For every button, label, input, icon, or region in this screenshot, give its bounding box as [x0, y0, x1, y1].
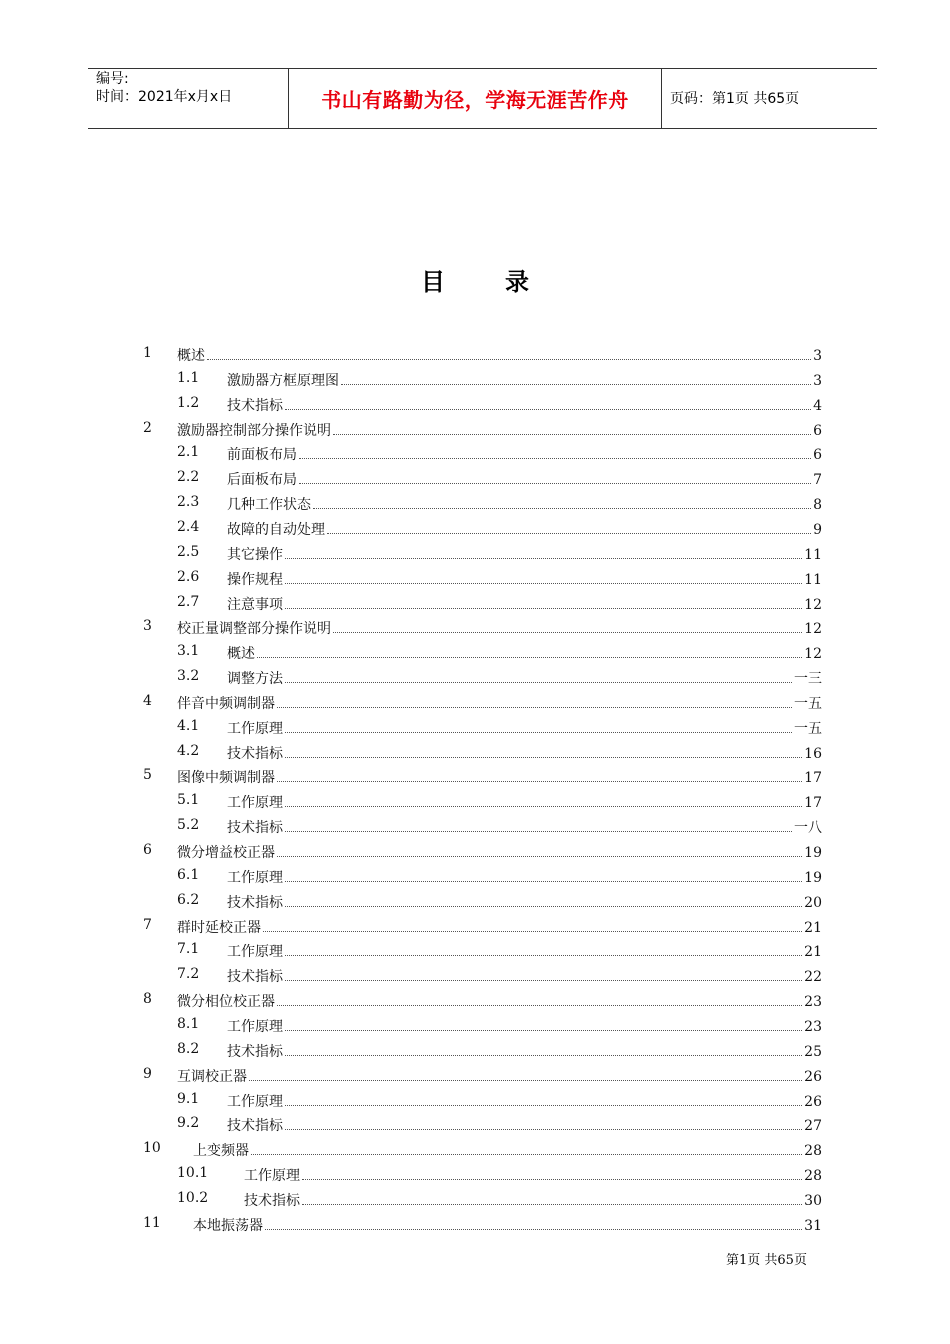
toc-entry-number: 5.1 — [177, 792, 200, 809]
toc-dot-leader — [277, 706, 792, 708]
toc-dot-leader — [285, 756, 802, 758]
toc-entry-line — [227, 395, 822, 415]
toc-entry-page: 3 — [813, 372, 822, 389]
toc-entry-line — [227, 1091, 822, 1111]
toc-entry[interactable] — [0, 465, 950, 489]
toc-entry-title: 注意事项 — [227, 596, 283, 613]
toc-entry-title: 工作原理 — [227, 720, 283, 737]
toc-entry-number: 6.1 — [177, 866, 200, 883]
toc-dot-leader — [285, 681, 792, 683]
toc-entry[interactable] — [0, 937, 950, 961]
toc-dot-leader — [285, 979, 802, 981]
toc-entry-title: 微分相位校正器 — [177, 994, 275, 1011]
toc-entry-number: 2.5 — [177, 543, 200, 560]
toc-entry[interactable] — [0, 664, 950, 688]
toc-entry-page: 22 — [804, 969, 822, 986]
toc-entry-line — [227, 718, 822, 738]
toc-entry-page: 17 — [804, 795, 822, 812]
toc-entry-line — [227, 966, 822, 986]
toc-entry[interactable] — [0, 416, 950, 440]
toc-entry-title: 操作规程 — [227, 571, 283, 588]
toc-dot-leader — [285, 582, 802, 584]
toc-entry-line — [227, 941, 822, 961]
toc-entry-title: 工作原理 — [244, 1168, 300, 1185]
toc-dot-leader — [285, 880, 802, 882]
toc-dot-leader — [285, 954, 802, 956]
toc-entry-page: 25 — [804, 1043, 822, 1060]
toc-entry-title: 本地振荡器 — [193, 1217, 263, 1234]
toc-dot-leader — [302, 1178, 802, 1180]
toc-entry-title: 群时延校正器 — [177, 919, 261, 936]
toc-dot-leader — [277, 780, 802, 782]
toc-entry-title: 技术指标 — [227, 745, 283, 762]
toc-dot-leader — [285, 1104, 802, 1106]
toc-dot-leader — [251, 1153, 802, 1155]
toc-entry[interactable] — [0, 639, 950, 663]
toc-entry-number: 2.7 — [177, 593, 200, 610]
toc-entry-line — [227, 743, 822, 763]
toc-entry-page: 6 — [813, 447, 822, 464]
toc-entry-title: 技术指标 — [227, 969, 283, 986]
toc-entry-number: 3.1 — [177, 643, 200, 660]
toc-entry[interactable] — [0, 391, 950, 415]
toc-entry-line — [244, 1165, 822, 1185]
toc-entry-title: 激励器控制部分操作说明 — [177, 422, 331, 439]
toc-dot-leader — [277, 1004, 802, 1006]
toc-entry-number: 9 — [143, 1065, 152, 1082]
toc-dot-leader — [333, 631, 802, 633]
toc-dot-leader — [285, 1054, 802, 1056]
toc-entry[interactable] — [0, 1211, 950, 1235]
toc-entry-number: 9.1 — [177, 1090, 200, 1107]
toc-entry[interactable] — [0, 440, 950, 464]
toc-entry[interactable] — [0, 987, 950, 1011]
toc-entry-title: 故障的自动处理 — [227, 521, 325, 538]
toc-entry-line — [177, 693, 822, 713]
toc-entry-number: 10.1 — [177, 1165, 209, 1182]
header-divider-right — [661, 68, 662, 129]
toc-entry-title: 工作原理 — [227, 1093, 283, 1110]
toc-entry[interactable] — [0, 838, 950, 862]
toc-entry-number: 7.2 — [177, 966, 200, 983]
toc-entry-line — [227, 1041, 822, 1061]
toc-entry-number: 6.2 — [177, 891, 200, 908]
toc-entry-title: 工作原理 — [227, 795, 283, 812]
toc-dot-leader — [285, 805, 802, 807]
toc-entry-page: 12 — [804, 646, 822, 663]
toc-entry-title: 技术指标 — [227, 1118, 283, 1135]
toc-entry-number: 8.1 — [177, 1015, 200, 1032]
toc-entry-title: 伴音中频调制器 — [177, 695, 275, 712]
toc-entry[interactable] — [0, 490, 950, 514]
toc-entry[interactable] — [0, 763, 950, 787]
page-footer: 第1页 共65页 — [726, 1253, 807, 1268]
toc-entry-line — [227, 1115, 822, 1135]
toc-entry-number: 1.2 — [177, 394, 200, 411]
toc-entry-title: 概述 — [177, 348, 205, 364]
toc-entry[interactable] — [0, 1111, 950, 1135]
toc-entry-title: 技术指标 — [227, 397, 283, 414]
toc-dot-leader — [285, 731, 792, 733]
toc-entry-title: 校正量调整部分操作说明 — [177, 621, 331, 638]
toc-entry-number: 2.4 — [177, 518, 200, 535]
toc-entry-line — [227, 544, 822, 564]
toc-entry-page: 31 — [804, 1217, 822, 1234]
toc-entry-line — [177, 618, 822, 638]
toc-entry[interactable] — [0, 1161, 950, 1185]
toc-entry-title: 后面板布局 — [227, 472, 297, 489]
toc-entry-number: 10 — [143, 1140, 161, 1157]
toc-entry-number: 5.2 — [177, 817, 200, 834]
toc-entry[interactable] — [0, 565, 950, 589]
toc-entry-number: 2 — [143, 419, 152, 436]
toc-entry-page: 一八 — [794, 820, 822, 837]
toc-entry-page: 20 — [804, 894, 822, 911]
toc-dot-leader — [285, 1029, 802, 1031]
toc-entry[interactable] — [0, 614, 950, 638]
toc-entry-number: 10.2 — [177, 1189, 209, 1206]
toc-entry-page: 17 — [804, 770, 822, 787]
toc-entry-title: 图像中频调制器 — [177, 770, 275, 787]
toc-entry-number: 2.2 — [177, 469, 200, 486]
toc-dot-leader — [207, 358, 811, 360]
toc-dot-leader — [285, 408, 811, 410]
toc-entry-title: 技术指标 — [244, 1192, 300, 1209]
toc-entry-line — [227, 469, 822, 489]
toc-entry[interactable] — [0, 1136, 950, 1160]
toc-entry-number: 11 — [143, 1214, 161, 1231]
toc-entry-line — [227, 1016, 822, 1036]
toc-entry-line — [227, 370, 822, 390]
toc-entry-page: 26 — [804, 1068, 822, 1085]
toc-entry-page: 21 — [804, 944, 822, 961]
header-top-rule — [88, 68, 877, 69]
toc-entry-title: 上变频器 — [193, 1143, 249, 1160]
header-code-label: 编号: — [96, 71, 129, 87]
toc-entry-page: 6 — [813, 422, 822, 439]
toc-entry[interactable] — [0, 813, 950, 837]
page-title: 目录 — [421, 267, 589, 296]
toc-entry-title: 工作原理 — [227, 1018, 283, 1035]
toc-entry-page: 9 — [813, 521, 822, 538]
toc-entry-number: 8.2 — [177, 1040, 200, 1057]
toc-entry-page: 23 — [804, 994, 822, 1011]
toc-entry-title: 技术指标 — [227, 894, 283, 911]
toc-entry-line — [177, 767, 822, 787]
header-meta — [96, 70, 232, 106]
toc-entry-line — [227, 792, 822, 812]
toc-entry-line — [177, 345, 822, 365]
toc-dot-leader — [299, 457, 811, 459]
toc-dot-leader — [299, 482, 811, 484]
toc-entry[interactable] — [0, 1037, 950, 1061]
toc-entry-line — [177, 917, 822, 937]
toc-entry-number: 1 — [143, 345, 152, 361]
toc-entry-line — [227, 817, 822, 837]
toc-entry-title: 技术指标 — [227, 1043, 283, 1060]
header-time-label: 时间：2021年x月x日 — [96, 89, 233, 105]
toc-entry-number: 4.1 — [177, 717, 200, 734]
toc-entry-number: 2.1 — [177, 444, 200, 461]
toc-entry-line — [227, 867, 822, 887]
toc-entry-number: 3.2 — [177, 668, 200, 685]
toc-entry-title: 激励器方框原理图 — [227, 372, 339, 389]
toc-entry[interactable] — [0, 366, 950, 390]
toc-entry-line — [177, 1066, 822, 1086]
toc-entry-title: 微分增益校正器 — [177, 845, 275, 861]
toc-entry-page: 26 — [804, 1093, 822, 1110]
toc-dot-leader — [263, 930, 802, 932]
toc-entry-title: 前面板布局 — [227, 447, 297, 464]
toc-entry-page: 一五 — [794, 720, 822, 737]
toc-entry-page: 一三 — [794, 671, 822, 688]
toc-dot-leader — [341, 383, 811, 385]
toc-entry-line — [227, 892, 822, 912]
toc-dot-leader — [249, 1079, 802, 1081]
toc-entry-line — [193, 1215, 822, 1235]
toc-entry-title: 工作原理 — [227, 944, 283, 961]
toc-entry-page: 28 — [804, 1143, 822, 1160]
toc-entry-number: 5 — [143, 767, 152, 784]
toc-entry-page: 19 — [804, 869, 822, 886]
toc-entry-title: 其它操作 — [227, 546, 283, 563]
toc-entry[interactable] — [0, 888, 950, 912]
toc-entry-number: 8 — [143, 991, 152, 1008]
toc-entry-number: 4 — [143, 692, 152, 709]
toc-entry-line — [227, 643, 822, 663]
toc-entry[interactable] — [0, 962, 950, 986]
toc-entry-title: 调整方法 — [227, 671, 283, 688]
toc-entry-number: 4.2 — [177, 742, 200, 759]
toc-entry[interactable] — [0, 590, 950, 614]
toc-entry-line — [227, 668, 822, 688]
toc-entry-line — [227, 569, 822, 589]
header-bottom-rule — [88, 128, 877, 129]
toc-entry[interactable] — [0, 863, 950, 887]
header-page-info: 页码：第1页 共65页 — [670, 91, 800, 107]
toc-entry[interactable] — [0, 714, 950, 738]
toc-entry[interactable] — [0, 689, 950, 713]
toc-entry-page: 16 — [804, 745, 822, 762]
toc-entry-page: 8 — [813, 497, 822, 514]
toc-dot-leader — [265, 1228, 802, 1230]
toc-entry-page: 3 — [813, 348, 822, 364]
toc-entry-number: 6 — [143, 842, 152, 858]
toc-entry-line — [227, 519, 822, 539]
toc-entry-line — [227, 594, 822, 614]
toc-dot-leader — [277, 855, 802, 857]
toc-entry-number: 7.1 — [177, 941, 200, 958]
toc-dot-leader — [285, 1128, 802, 1130]
toc-entry-number: 9.2 — [177, 1115, 200, 1132]
toc-entry-page: 7 — [813, 472, 822, 489]
toc-entry-title: 概述 — [227, 646, 255, 663]
toc-entry-page: 23 — [804, 1018, 822, 1035]
toc-entry-line — [244, 1190, 822, 1210]
toc-entry-page: 21 — [804, 919, 822, 936]
toc-dot-leader — [302, 1203, 802, 1205]
toc-entry-page: 一五 — [794, 695, 822, 712]
toc-dot-leader — [333, 433, 811, 435]
toc-entry-page: 11 — [804, 571, 822, 588]
toc-dot-leader — [285, 607, 802, 609]
toc-entry-page: 19 — [804, 845, 822, 861]
toc-entry-line — [227, 444, 822, 464]
toc-entry[interactable] — [0, 913, 950, 937]
toc-entry-page: 27 — [804, 1118, 822, 1135]
toc-entry[interactable] — [0, 1012, 950, 1036]
toc-entry-number: 7 — [143, 916, 152, 933]
toc-entry-page: 12 — [804, 621, 822, 638]
toc-entry-title: 工作原理 — [227, 869, 283, 886]
toc-entry[interactable] — [0, 540, 950, 564]
toc-entry[interactable] — [0, 1186, 950, 1210]
toc-entry-line — [177, 420, 822, 440]
toc-entry-line — [193, 1140, 822, 1160]
toc-entry[interactable] — [0, 1062, 950, 1086]
toc-entry-title: 几种工作状态 — [227, 497, 311, 514]
toc-entry[interactable] — [0, 341, 950, 365]
toc-entry-line — [177, 842, 822, 862]
toc-entry-page: 28 — [804, 1168, 822, 1185]
toc-dot-leader — [313, 507, 811, 509]
toc-entry[interactable] — [0, 739, 950, 763]
toc-entry-page: 12 — [804, 596, 822, 613]
toc-entry-line — [177, 991, 822, 1011]
toc-entry[interactable] — [0, 1087, 950, 1111]
toc-dot-leader — [285, 830, 792, 832]
toc-entry-page: 4 — [813, 397, 822, 414]
toc-entry[interactable] — [0, 788, 950, 812]
toc-entry-line — [227, 494, 822, 514]
toc-entry-title: 互调校正器 — [177, 1068, 247, 1085]
toc-entry-number: 3 — [143, 618, 152, 635]
toc-dot-leader — [285, 905, 802, 907]
toc-entry-page: 30 — [804, 1192, 822, 1209]
toc-entry-number: 2.3 — [177, 494, 200, 511]
toc-entry[interactable] — [0, 515, 950, 539]
toc-entry-title: 技术指标 — [227, 820, 283, 837]
toc-dot-leader — [285, 557, 802, 559]
toc-dot-leader — [257, 656, 802, 658]
toc-dot-leader — [327, 532, 811, 534]
toc-entry-number: 1.1 — [177, 369, 200, 386]
toc-entry-number: 2.6 — [177, 568, 200, 585]
header-motto: 书山有路勤为径，学海无涯苦作舟 — [321, 88, 629, 112]
toc-entry-page: 11 — [804, 546, 822, 563]
